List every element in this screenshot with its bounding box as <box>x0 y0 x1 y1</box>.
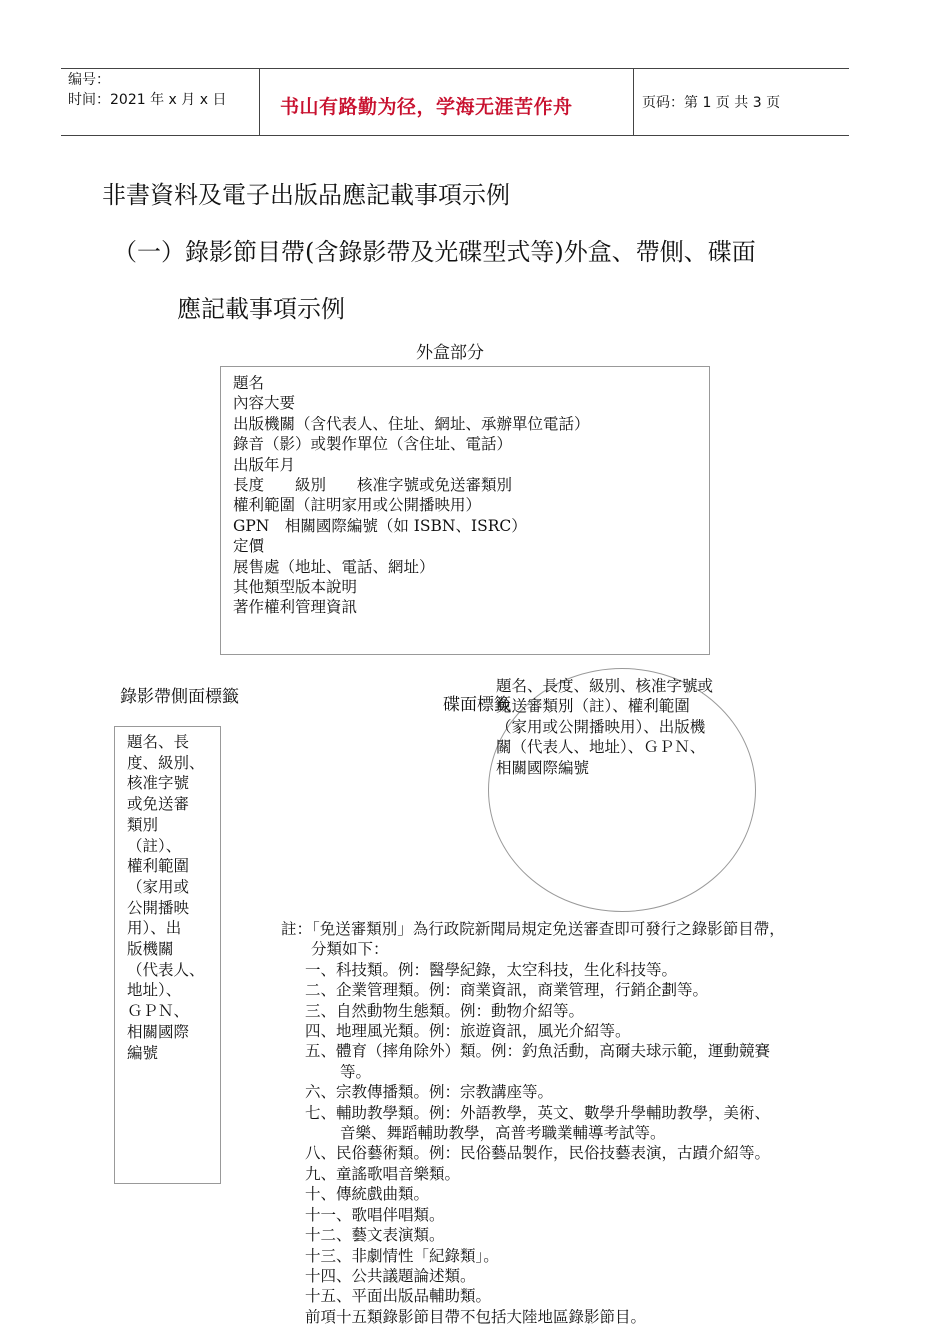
side-label-line: 核准字號 <box>127 774 190 793</box>
box-item: 展售處（地址、電話、網址） <box>233 557 435 576</box>
side-label-line: 編號 <box>127 1043 159 1062</box>
note-line: 十三、非劇情性「紀錄類」。 <box>305 1246 499 1265</box>
header-top-rule <box>61 68 849 69</box>
side-label-line: 公開播映 <box>127 898 190 917</box>
note-line: 十五、平面出版品輔助類。 <box>305 1287 492 1306</box>
note-line: 七、輔助教學類。例：外語教學，英文、數學升學輔助教學，美術、 <box>305 1103 771 1122</box>
box-item: 定價 <box>233 537 265 556</box>
side-label-line: （家用或 <box>127 877 190 896</box>
note-line: 二、企業管理類。例：商業資訊，商業管理，行銷企劃等。 <box>305 981 709 1000</box>
box-item: 其他類型版本說明 <box>233 578 358 597</box>
side-label-line: 相關國際 <box>127 1022 190 1041</box>
note-line: 分類如下： <box>311 940 389 959</box>
note-line: 十四、公共議題論述類。 <box>305 1266 476 1285</box>
box-item: 長度 級別 核准字號或免送審類別 <box>233 476 513 495</box>
side-label-line: （註）、 <box>127 836 182 855</box>
box-item: 權利範圍（註明家用或公開播映用） <box>233 496 482 515</box>
note-line: 三、自然動物生態類。例：動物介紹等。 <box>305 1001 585 1020</box>
header-time-label: 时间：2021 年 x 月 x 日 <box>68 92 227 108</box>
outer-box-items <box>233 373 590 618</box>
side-label-line: 題名、長 <box>127 733 190 751</box>
disc-line: 題名、長度、級別、核准字號或 <box>496 677 714 695</box>
box-item: 出版年月 <box>233 455 296 474</box>
disc-line: 相關國際編號 <box>496 758 590 777</box>
box-item: 題名 <box>233 374 265 392</box>
note-line: 十、傳統戲曲類。 <box>305 1185 430 1204</box>
disc-label-lines <box>496 676 713 778</box>
header-slogan: 书山有路勤为径，学海无涯苦作舟 <box>280 96 573 118</box>
header-divider-left <box>259 69 260 136</box>
side-label-line: 類別 <box>127 815 159 834</box>
side-label-caption: 錄影帶側面標籤 <box>120 687 239 707</box>
note-line: 四、地理風光類。例：旅遊資訊，風光介紹等。 <box>305 1022 631 1041</box>
header-bottom-rule <box>61 135 849 136</box>
box-caption: 外盒部分 <box>416 343 484 363</box>
section-title-line1: （一）錄影節目帶(含錄影帶及光碟型式等)外盒、帶側、碟面 <box>113 238 756 266</box>
box-item: 錄音（影）或製作單位（含住址、電話） <box>233 435 513 454</box>
box-item: GPN 相關國際編號（如 ISBN、ISRC） <box>233 516 527 535</box>
header-number-label: 编号： <box>68 72 110 88</box>
header-page-label: 页码：第 1 页 共 3 页 <box>642 95 781 111</box>
side-label-lines <box>127 732 205 1063</box>
note-line: 註：「免送審類別」為行政院新聞局規定免送審查即可發行之錄影節目帶， <box>281 920 785 938</box>
note-line: 十二、藝文表演類。 <box>305 1226 445 1245</box>
side-label-line: 用）、出 <box>127 919 182 938</box>
header-divider-right <box>633 69 634 136</box>
outer-box-sample <box>220 366 710 655</box>
side-label-line: ＧＰＮ、 <box>127 1002 190 1021</box>
note-section <box>281 919 785 1327</box>
side-label-line: 權利範圍 <box>127 857 190 876</box>
box-item: 著作權利管理資訊 <box>233 598 358 617</box>
disc-line: 關（代表人、地址）、ＧＰＮ、 <box>496 738 706 757</box>
note-line: 前項十五類錄影節目帶不包括大陸地區錄影節目。 <box>305 1307 647 1326</box>
note-line: 五、體育（摔角除外）類。例：釣魚活動，高爾夫球示範，運動競賽 <box>305 1042 771 1061</box>
disc-line: （家用或公開播映用）、出版機 <box>496 717 706 736</box>
note-line: 六、宗教傳播類。例：宗教講座等。 <box>305 1083 554 1102</box>
side-label-line: 版機關 <box>127 940 174 959</box>
side-label-line: （代表人、 <box>127 960 205 979</box>
side-label-line: 地址）、 <box>127 981 182 1000</box>
note-line: 一、科技類。例：醫學紀錄，太空科技，生化科技等。 <box>305 960 678 979</box>
side-label-line: 或免送審 <box>127 795 190 814</box>
document-title: 非書資料及電子出版品應記載事項示例 <box>102 181 510 209</box>
disc-caption: 碟面標籤 <box>443 695 511 715</box>
note-line: 八、民俗藝術類。例：民俗藝品製作，民俗技藝表演，古蹟介紹等。 <box>305 1144 771 1163</box>
side-label-line: 度、級別、 <box>127 753 205 772</box>
disc-line: 免送審類別（註）、權利範圍 <box>496 697 690 716</box>
note-line: 十一、歌唱伴唱類。 <box>305 1205 445 1224</box>
note-line: 九、童謠歌唱音樂類。 <box>305 1164 461 1183</box>
section-title-line2: 應記載事項示例 <box>177 295 345 323</box>
box-item: 出版機關（含代表人、住址、網址、承辦單位電話） <box>233 414 590 433</box>
note-line: 音樂、舞蹈輔助教學，高普考職業輔導考試等。 <box>340 1124 666 1143</box>
box-item: 內容大要 <box>233 394 296 413</box>
side-label-box <box>114 726 221 1184</box>
note-line: 等。 <box>340 1062 372 1081</box>
